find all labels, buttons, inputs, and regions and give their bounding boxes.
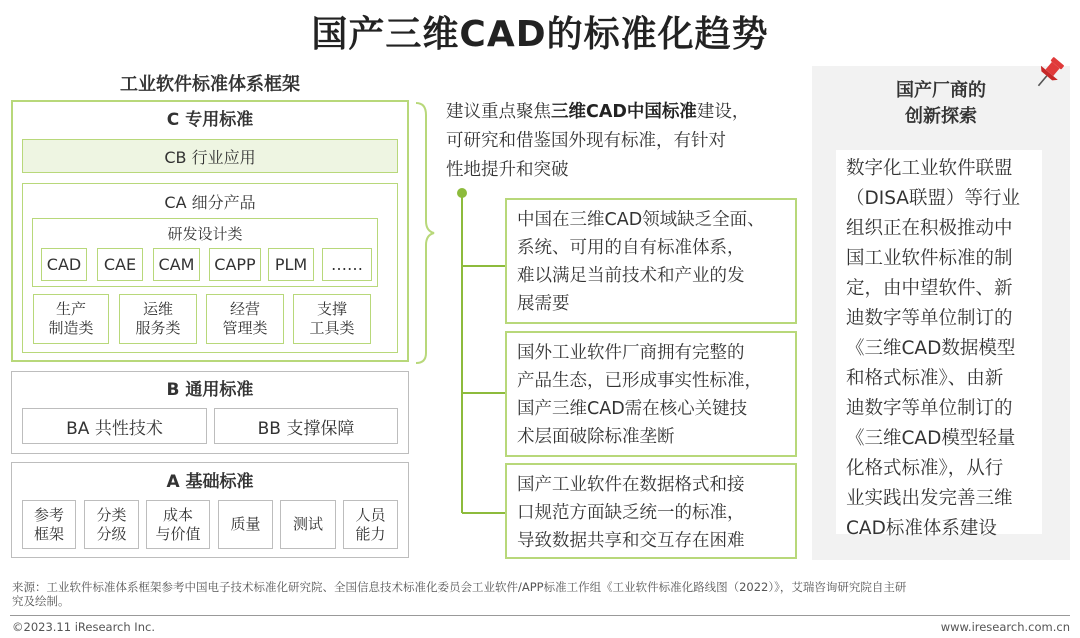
suggestion-line-2: 可研究和借鉴国外现有标准，有针对 xyxy=(446,131,726,151)
suggestion-prefix: 建议重点聚焦 xyxy=(446,102,551,122)
point-3-line: 导致数据共享和交互存在困难 xyxy=(517,531,745,551)
ca-management xyxy=(206,294,284,344)
rp-line: 组织正在积极推动中 xyxy=(846,218,1013,239)
a-item-l1: 成本 xyxy=(162,505,193,524)
design-title: 研发设计类 xyxy=(167,224,243,243)
rp-line: 定，由中望软件、新 xyxy=(846,278,1013,299)
suggestion-line-3: 性地提升和突破 xyxy=(446,160,569,180)
section-b-title: B 通用标准 xyxy=(166,379,254,400)
footer-website[interactable]: www.iresearch.com.cn xyxy=(940,620,1070,634)
rp-line: 迪数字等单位制订的 xyxy=(846,398,1013,419)
ca-production-l1: 生产 xyxy=(55,300,86,318)
rp-line: 《三维CAD模型轻量 xyxy=(846,428,1016,449)
rp-line: 《三维CAD数据模型 xyxy=(846,338,1016,359)
a-item-l2: 能力 xyxy=(355,524,386,543)
ca-title: CA 细分产品 xyxy=(164,192,256,212)
rp-line: （DISA联盟）等行业 xyxy=(846,188,1020,209)
point-2-line: 国外工业软件厂商拥有完整的 xyxy=(517,343,745,363)
point-2-line: 国产三维CAD需在核心关键技 xyxy=(517,399,748,419)
right-heading-l1: 国产厂商的 xyxy=(896,80,986,101)
a-personnel xyxy=(343,500,398,549)
rp-line: CAD标准体系建设 xyxy=(846,518,997,539)
a-item-l1: 分类 xyxy=(96,505,127,524)
design-item-cad: CAD xyxy=(41,248,87,281)
suggestion-highlight: 三维CAD中国标准 xyxy=(551,102,697,122)
point-box-1 xyxy=(505,198,797,324)
point-1-line: 展需要 xyxy=(517,294,570,314)
ca-support-l1: 支撑 xyxy=(316,300,347,318)
section-c-title: C 专用标准 xyxy=(166,109,254,130)
a-cost-value xyxy=(146,500,210,549)
section-a-title: A 基础标准 xyxy=(166,471,254,492)
point-box-3 xyxy=(505,463,797,559)
cb-industry-box: CB 行业应用 xyxy=(22,139,398,173)
ca-support xyxy=(293,294,371,344)
ca-management-l2: 管理类 xyxy=(222,319,268,337)
source-line-2: 究及绘制。 xyxy=(12,594,70,608)
pushpin-icon xyxy=(1030,52,1070,92)
right-panel-text xyxy=(836,150,1042,539)
rp-line: 迪数字等单位制订的 xyxy=(846,308,1013,329)
point-box-2 xyxy=(505,331,797,457)
point-3-line: 口规范方面缺乏统一的标准， xyxy=(517,503,745,523)
suggestion-line-1 xyxy=(446,98,796,127)
ca-support-l2: 工具类 xyxy=(309,319,355,337)
a-quality xyxy=(218,500,273,549)
a-item-l1: 测试 xyxy=(292,515,323,533)
design-item-cam: CAM xyxy=(153,248,200,281)
a-item-l2: 与价值 xyxy=(155,524,201,543)
ca-production xyxy=(33,294,109,344)
suggestion-text xyxy=(446,98,796,185)
a-item-l1: 质量 xyxy=(230,515,261,533)
ca-operation-l1: 运维 xyxy=(142,300,173,318)
design-item-cae: CAE xyxy=(97,248,143,281)
point-3-line: 国产工业软件在数据格式和接 xyxy=(517,475,745,495)
a-item-l2: 分级 xyxy=(96,524,127,543)
point-1-line: 难以满足当前技术和产业的发 xyxy=(517,266,745,286)
right-heading-l2: 创新探索 xyxy=(905,106,977,127)
design-item-more: …… xyxy=(322,248,372,281)
ba-common-tech: BA 共性技术 xyxy=(22,408,207,444)
source-note xyxy=(12,580,1072,608)
point-1-line: 中国在三维CAD领域缺乏全面、 xyxy=(517,210,765,230)
point-2-line: 术层面破除标准垄断 xyxy=(517,427,675,447)
a-testing xyxy=(280,500,336,549)
rp-line: 数字化工业软件联盟 xyxy=(846,158,1013,179)
rp-line: 业实践出发完善三维 xyxy=(846,488,1013,509)
point-1-line: 系统、可用的自有标准体系， xyxy=(517,238,745,258)
rp-line: 和格式标准》、由新 xyxy=(846,368,1004,389)
trunk-dot-icon xyxy=(457,188,467,198)
point-2-line: 产品生态，已形成事实性标准， xyxy=(517,371,762,391)
a-item-l1: 人员 xyxy=(355,505,386,524)
a-reference-framework xyxy=(22,500,76,549)
framework-heading: 工业软件标准体系框架 xyxy=(120,74,300,95)
ca-operation-l2: 服务类 xyxy=(135,319,181,337)
source-line-1: 来源：工业软件标准体系框架参考中国电子技术标准化研究院、全国信息技术标准化委员会工业软件/APP标准工作组《工业软件标准化路线图（2022）》，艾瑞咨询研究院自主研 xyxy=(12,580,907,594)
a-classification xyxy=(84,500,139,549)
brace-icon xyxy=(416,103,434,363)
ca-operation xyxy=(119,294,197,344)
rp-line: 国工业软件标准的制 xyxy=(846,248,1013,269)
a-item-l2: 框架 xyxy=(33,524,64,543)
rp-line: 化格式标准》，从行 xyxy=(846,458,1004,479)
footer-divider xyxy=(10,615,1070,616)
ca-production-l2: 制造类 xyxy=(48,319,94,337)
suggestion-suffix: 建设， xyxy=(696,102,750,122)
a-item-l1: 参考 xyxy=(33,505,64,524)
ca-management-l1: 经营 xyxy=(229,300,260,318)
bb-support: BB 支撑保障 xyxy=(214,408,398,444)
design-item-capp: CAPP xyxy=(209,248,261,281)
footer-copyright: ©2023.11 iResearch Inc. xyxy=(12,620,155,634)
page-title: 国产三维CAD的标准化趋势 xyxy=(311,14,769,55)
design-item-plm: PLM xyxy=(268,248,314,281)
